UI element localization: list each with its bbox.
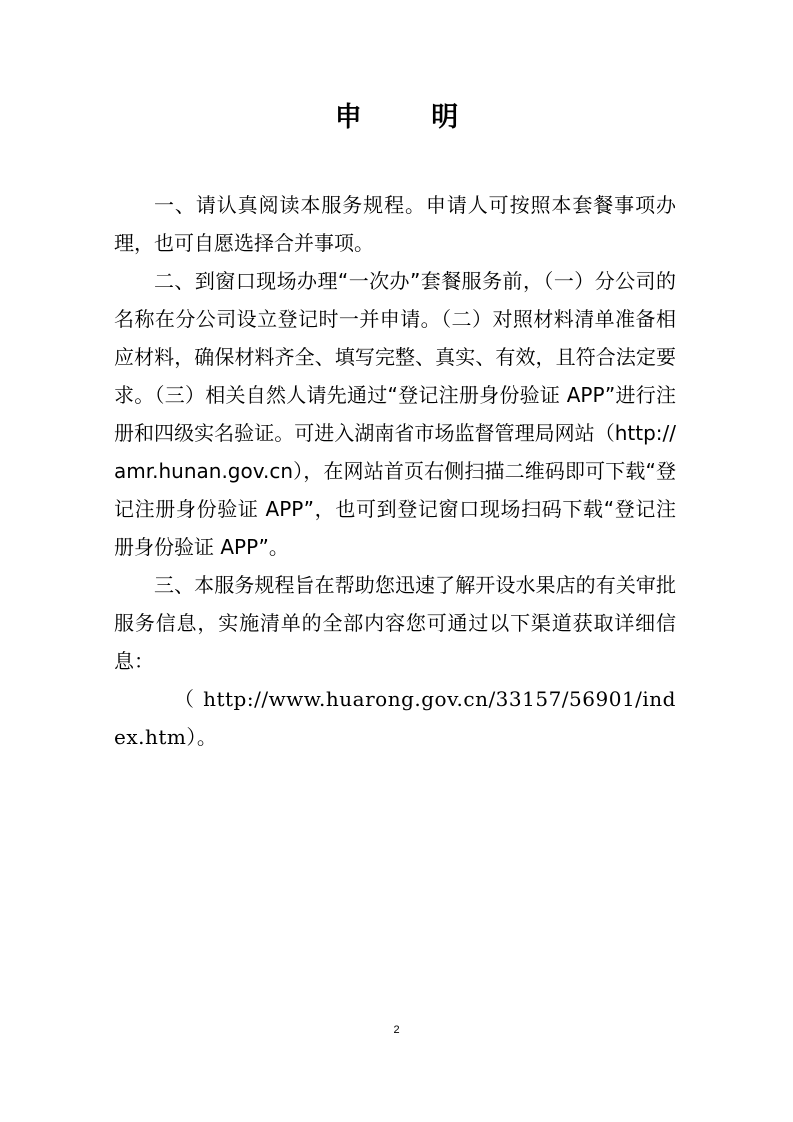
- page-title: 申 明: [334, 102, 489, 133]
- reference-url: （http://www.huarong.gov.cn/33157/56901/index.htm）。: [114, 687, 676, 749]
- page-number: 2: [393, 1024, 400, 1036]
- paragraph-3: 三、本服务规程旨在帮助您迅速了解开设水果店的有关审批服务信息，实施清单的全部内容您可通过以下渠道获取详细信息：: [114, 573, 676, 673]
- document-body: [114, 186, 676, 756]
- paragraph-2: 二、到窗口现场办理“一次办”套餐服务前，（一）分公司的名称在分公司设立登记时一并申请。（二）对照材料清单准备相应材料，确保材料齐全、填写完整、真实、有效，且符合法定要求。（三）相关自然人请先通过“登记注册身份验证 APP”进行注册和四级实名验证。可进入湖南省市场监督管理局网站（http://amr.hunan.gov.cn），在网站首页右侧扫描二维码即可下载“登记注册身份验证 APP”，也可到登记窗口现场扫码下载“登记注册身份验证 APP”。: [114, 269, 676, 559]
- paragraph-1: 一、请认真阅读本服务规程。申请人可按照本套餐事项办理，也可自愿选择合并事项。: [114, 193, 676, 255]
